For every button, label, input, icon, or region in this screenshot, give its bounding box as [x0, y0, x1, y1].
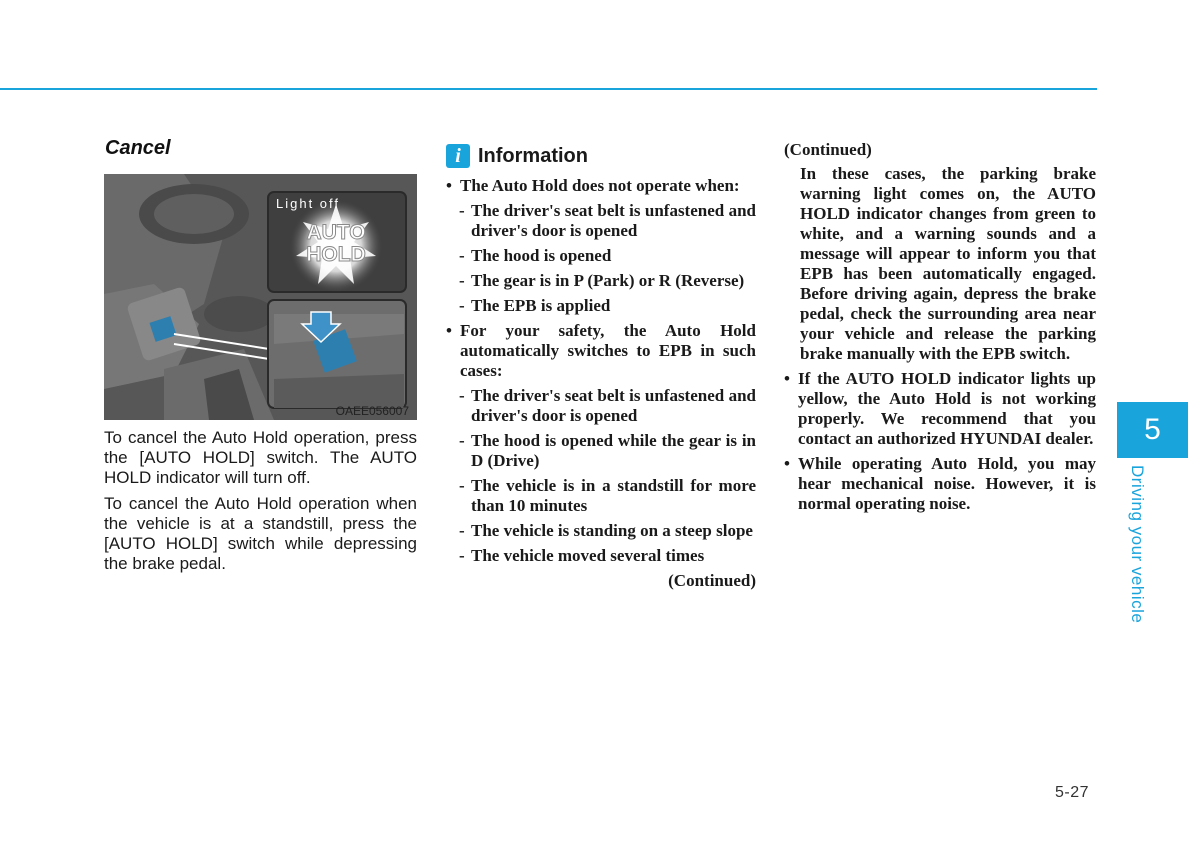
cancel-paragraph-2: To cancel the Auto Hold operation when the vehicle is at a standstill, press the [AUTO HOLD] switch while depressing the brake pedal. — [104, 494, 417, 573]
info-sub-item: - The driver's seat belt is unfastened and driver's door is opened — [459, 386, 756, 425]
info-sub-item: - The vehicle is in a standstill for more than 10 minutes — [459, 476, 756, 515]
continued-body — [784, 140, 1096, 519]
page-number: 5-27 — [1055, 784, 1090, 801]
cancel-paragraph-1: To cancel the Auto Hold operation, press the [AUTO HOLD] switch. The AUTO HOLD indicator will turn off. — [104, 428, 417, 487]
info-bullet: • While operating Auto Hold, you may hear mechanical noise. However, it is normal operating noise. — [784, 454, 1096, 514]
continued-paragraph: In these cases, the parking brake warning light comes on, the AUTO HOLD indicator changes from green to white, and a warning sounds and a message will appear to inform you that EPB has been automatically engaged. Before driving again, depress the brake pedal, check the surrounding area near your vehicle and release the parking brake manually with the EPB switch. — [800, 164, 1096, 363]
chapter-label: Driving your vehicle — [1128, 465, 1147, 624]
info-sub-item: - The vehicle is standing on a steep slope — [459, 521, 753, 540]
continued-heading: (Continued) — [784, 140, 872, 159]
section-heading: Cancel — [105, 137, 171, 159]
chapter-tab: 5 — [1117, 402, 1188, 458]
auto-hold-badge — [304, 222, 368, 266]
info-icon: i — [446, 144, 470, 168]
continued-label: (Continued) — [668, 571, 756, 590]
auto-hold-figure — [104, 174, 417, 420]
figure-code: OAEE056007 — [335, 404, 409, 418]
info-bullet: • For your safety, the Auto Hold automatically switches to EPB in such cases: — [446, 321, 756, 381]
information-header — [446, 144, 588, 168]
information-body — [446, 176, 756, 591]
info-sub-item: - The gear is in P (Park) or R (Reverse) — [459, 271, 745, 290]
header-rule — [0, 88, 1097, 90]
badge-line-hold: HOLD — [306, 243, 366, 266]
info-sub-item: - The EPB is applied — [459, 296, 611, 315]
info-sub-item: - The hood is opened — [459, 246, 612, 265]
info-bullet: • The Auto Hold does not operate when: — [446, 176, 756, 196]
console-illustration — [104, 174, 417, 420]
info-bullet: • If the AUTO HOLD indicator lights up yellow, the Auto Hold is not working properly. We recommend that you contact an authorized HYUNDAI dealer. — [784, 369, 1096, 449]
info-sub-item: - The vehicle moved several times — [459, 546, 705, 565]
information-title: Information — [478, 144, 588, 167]
info-sub-item: - The driver's seat belt is unfastened and driver's door is opened — [459, 201, 756, 240]
light-off-label: Light off — [276, 196, 341, 211]
info-sub-item: - The hood is opened while the gear is in D (Drive) — [459, 431, 756, 470]
badge-line-auto: AUTO — [306, 221, 366, 244]
